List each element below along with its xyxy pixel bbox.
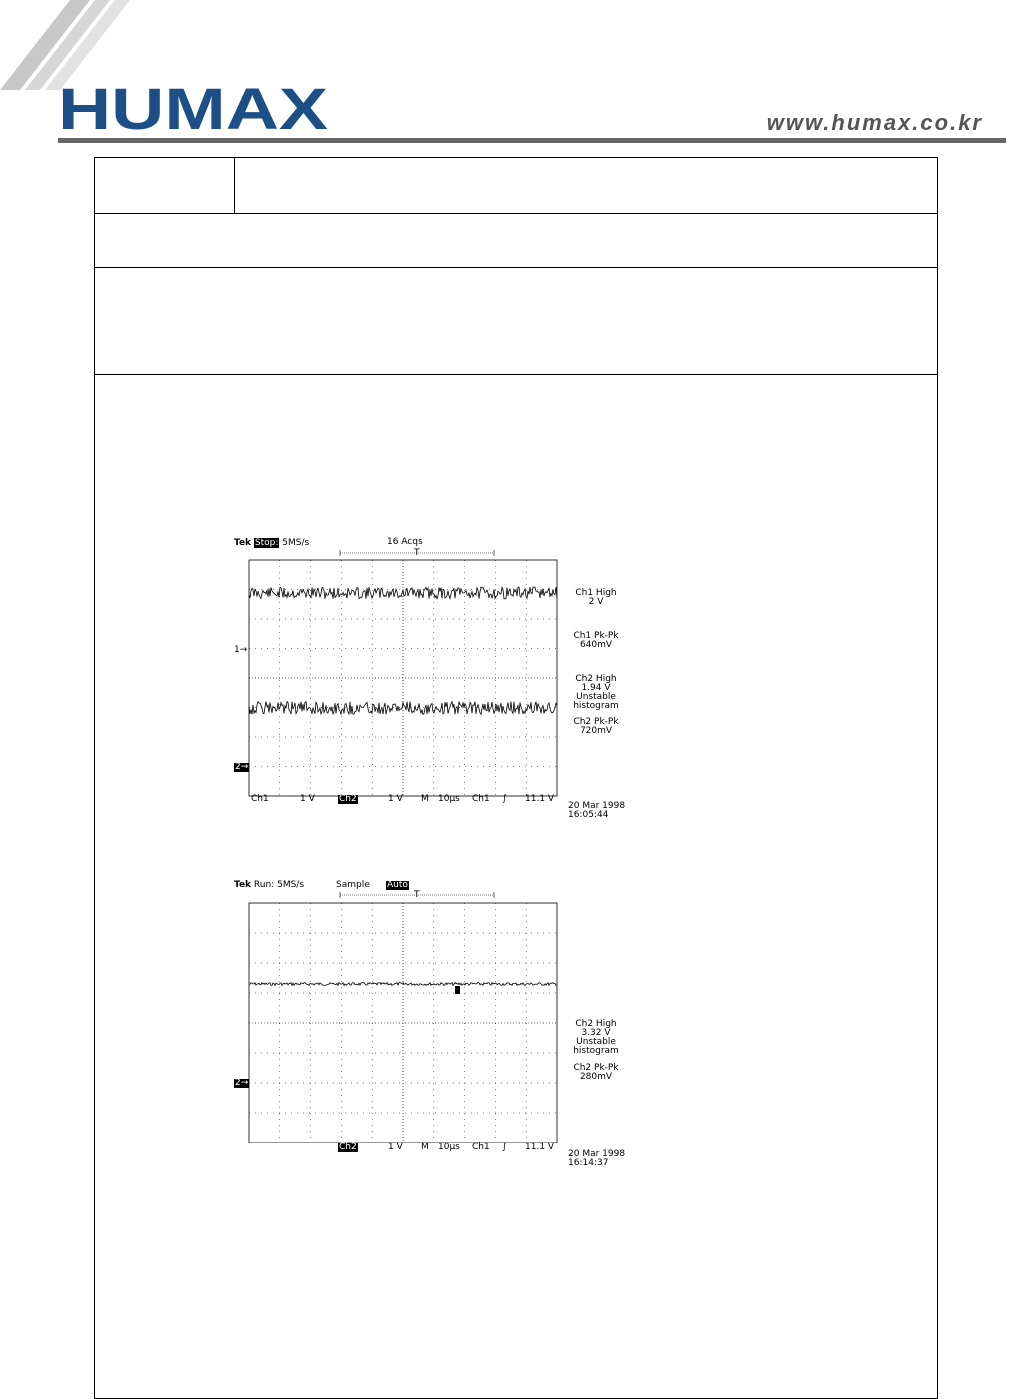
trigger-marker: T (414, 890, 420, 900)
form-row-3 (95, 268, 937, 375)
readout-ch2-pkpk: Ch2 Pk-Pk 280mV (573, 1063, 619, 1082)
trigger-marker: T (414, 548, 420, 558)
oscilloscope-capture-1 (232, 537, 652, 827)
scope-status: Tek Stop: 5MS/s (234, 538, 310, 548)
column-divider (234, 158, 235, 213)
oscilloscope-capture-2 (232, 879, 652, 1175)
capture-time: 16:05:44 (568, 810, 609, 820)
trigger-source: Ch1 (472, 1142, 490, 1152)
timebase-label: M (421, 1142, 429, 1152)
trigger-mode: Auto (387, 880, 408, 890)
readout-ch2-high: Ch2 High 3.32 V Unstable histogram (573, 1019, 619, 1056)
ch2-marker: 2→ (235, 762, 249, 772)
capture-date: 20 Mar 1998 (568, 801, 626, 811)
page-header (0, 0, 1009, 150)
readout-ch2-pkpk: Ch2 Pk-Pk 720mV (573, 717, 619, 736)
trigger-source: Ch1 (472, 794, 490, 804)
trigger-slope-icon: ∫ (502, 794, 507, 804)
ch2-marker: 2→ (235, 1078, 249, 1088)
trigger-slope-icon: ∫ (502, 1142, 507, 1152)
readout-ch2-high: Ch2 High 1.94 V Unstable histogram (573, 674, 619, 711)
ch1-scale: 1 V (300, 794, 315, 804)
ch2-label: Ch2 (339, 794, 357, 804)
form-row-2 (95, 214, 937, 268)
svg-text:HUMAX: HUMAX (58, 82, 329, 134)
website-url: www.humax.co.kr (766, 110, 983, 135)
capture-date: 20 Mar 1998 (568, 1149, 626, 1159)
header-rule (58, 138, 1006, 143)
readout-ch1-high: Ch1 High 2 V (575, 588, 617, 607)
trigger-level: 11.1 V (525, 1142, 555, 1152)
trigger-level: 11.1 V (525, 794, 555, 804)
scope-status: Tek Run: 5MS/s (234, 880, 305, 890)
ch2-scale: 1 V (388, 794, 403, 804)
ch1-label: Ch1 (251, 794, 269, 804)
readout-ch1-pkpk: Ch1 Pk-Pk 640mV (573, 631, 619, 650)
scope-screen-1 (248, 549, 578, 797)
timebase-label: M (421, 794, 429, 804)
ch1-marker: 1→ (234, 645, 248, 655)
ch2-scale: 1 V (388, 1142, 403, 1152)
decorative-stripes (0, 0, 140, 90)
acquisition-count: 16 Acqs (387, 537, 423, 547)
humax-logo (58, 82, 338, 134)
timebase-value: 10µs (438, 794, 460, 804)
form-row-1 (95, 158, 937, 214)
capture-time: 16:14:37 (568, 1158, 609, 1168)
ch2-label: Ch2 (339, 1142, 357, 1152)
scope-screen-2 (248, 891, 578, 1143)
acquisition-mode: Sample (336, 880, 370, 890)
timebase-value: 10µs (438, 1142, 460, 1152)
